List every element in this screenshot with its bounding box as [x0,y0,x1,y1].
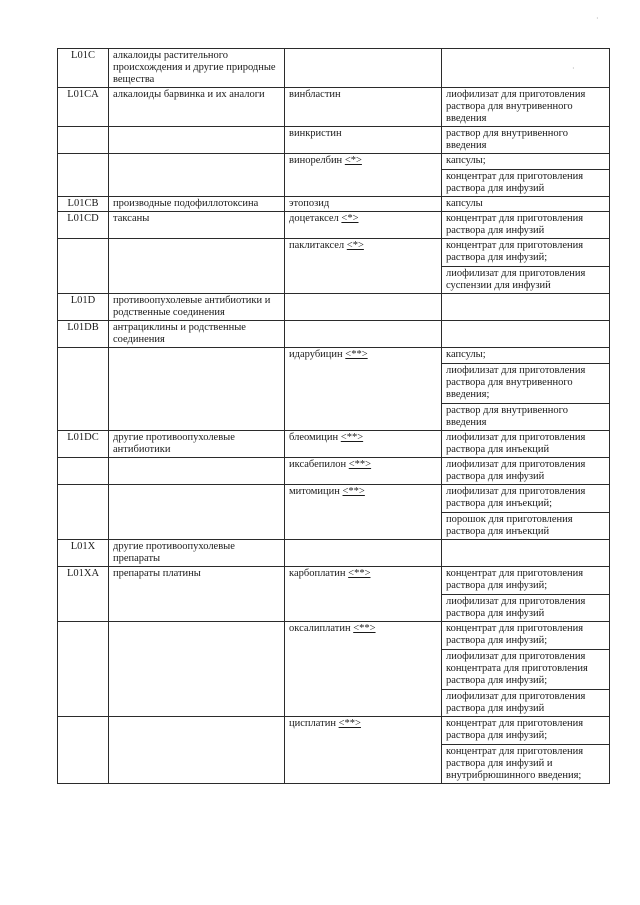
footnote-mark-link[interactable]: <**> [348,568,371,579]
scan-speck: · [572,64,575,73]
atc-code-cell: L01XA [58,567,109,622]
atc-group-cell [109,458,285,485]
dosage-form-cell [442,212,610,239]
dosage-form: концентрат для приготовления раствора для инфузий; [446,718,584,741]
atc-group-cell: алкалоиды растительного происхождения и другие природные вещества [109,49,285,88]
drug-table [57,48,610,784]
footnote-mark-link[interactable]: <*> [344,155,362,166]
dosage-form-cell [442,127,610,154]
drug-name: митомицин [289,486,340,497]
footnote-mark-link[interactable]: <**> [338,718,361,729]
atc-group-cell: антрациклины и родственные соединения [109,321,285,348]
dosage-form: концентрат для приготовления раствора для инфузий; [446,623,584,646]
dosage-form-cell [442,540,610,567]
dosage-form-cell [442,567,610,622]
footnote-mark-link[interactable]: <**> [353,623,376,634]
table-row [58,294,610,321]
footnote-mark-link[interactable]: <*> [346,240,364,251]
footnote-mark-link[interactable]: <**> [340,432,364,443]
atc-code-cell [58,485,109,540]
drug-name-cell [285,154,442,197]
dosage-form: лиофилизат для приготовления раствора для внутривенного введения [446,89,586,124]
dosage-form: лиофилизат для приготовления раствора для инъекций [446,432,586,455]
dosage-form-cell [442,154,610,197]
drug-name-cell [285,348,442,431]
atc-code-cell: L01D [58,294,109,321]
atc-group-cell: противоопухолевые антибиотики и родственные соединения [109,294,285,321]
table-row [58,321,610,348]
drug-name: винорелбин [289,155,343,166]
dosage-form-cell [442,717,610,784]
dosage-form-cell [442,348,610,431]
drug-name-cell [285,567,442,622]
atc-group-cell: препараты платины [109,567,285,622]
drug-name: винкристин [289,128,342,139]
atc-group-cell [109,717,285,784]
drug-name: этопозид [289,198,330,209]
dosage-form: лиофилизат для приготовления суспензии для инфузий [442,266,609,292]
atc-group-cell [109,348,285,431]
atc-code-cell: L01C [58,49,109,88]
drug-name-cell [285,239,442,294]
dosage-form-cell [442,485,610,540]
dosage-form-cell [442,294,610,321]
dosage-form: концентрат для приготовления раствора для инфузий; [446,568,584,591]
dosage-form-cell [442,431,610,458]
drug-name-cell [285,431,442,458]
dosage-form-cell [442,88,610,127]
atc-code-cell [58,239,109,294]
drug-name-cell [285,540,442,567]
table-row [58,431,610,458]
drug-name: паклитаксел [289,240,345,251]
drug-name-cell [285,197,442,212]
table-row [58,239,610,294]
footnote-mark-link[interactable]: <**> [348,459,372,470]
atc-group-cell [109,127,285,154]
atc-group-cell: производные подофиллотоксина [109,197,285,212]
dosage-form: лиофилизат для приготовления концентрата для приготовления раствора для инфузий; [442,649,609,687]
dosage-form-cell [442,197,610,212]
dosage-form: капсулы [446,198,483,209]
atc-code-cell [58,458,109,485]
atc-group-cell [109,485,285,540]
atc-code-cell: L01CD [58,212,109,239]
dosage-form: лиофилизат для приготовления раствора для инфузий [446,459,586,482]
drug-table-body [58,49,610,784]
dosage-form: капсулы; [446,155,486,166]
atc-group-cell: другие противоопухолевые антибиотики [109,431,285,458]
dosage-form: капсулы; [446,349,486,360]
drug-name-cell [285,622,442,717]
dosage-form-cell [442,458,610,485]
drug-name-cell [285,717,442,784]
atc-code-cell: L01X [58,540,109,567]
atc-code-cell [58,348,109,431]
table-row [58,567,610,622]
dosage-form: раствор для внутривенного введения [446,128,568,151]
drug-name: карбоплатин [289,568,346,579]
table-row [58,622,610,717]
table-row [58,212,610,239]
dosage-form-cell [442,49,610,88]
drug-name-cell [285,294,442,321]
drug-name-cell [285,485,442,540]
drug-name: винбластин [289,89,341,100]
drug-name: доцетаксел [289,213,339,224]
atc-group-cell [109,154,285,197]
drug-name: иксабепилон [289,459,347,470]
atc-code-cell [58,154,109,197]
dosage-form-cell [442,321,610,348]
table-row [58,154,610,197]
atc-code-cell [58,717,109,784]
atc-code-cell: L01DC [58,431,109,458]
dosage-form-cell [442,622,610,717]
atc-group-cell [109,622,285,717]
drug-name-cell [285,321,442,348]
dosage-form: концентрат для приготовления раствора для инфузий [442,169,609,195]
dosage-form: лиофилизат для приготовления раствора для внутривенного введения; [442,363,609,401]
scan-speck: · [596,14,599,23]
atc-code-cell [58,622,109,717]
dosage-form: раствор для внутривенного введения [442,403,609,429]
footnote-mark-link[interactable]: <**> [342,486,365,497]
drug-name-cell [285,458,442,485]
table-row [58,485,610,540]
atc-group-cell: другие противоопухолевые препараты [109,540,285,567]
atc-group-cell [109,239,285,294]
atc-code-cell: L01CB [58,197,109,212]
atc-group-cell: алкалоиды барвинка и их аналоги [109,88,285,127]
dosage-form: лиофилизат для приготовления раствора для инфузий [442,689,609,715]
table-row [58,49,610,88]
drug-name: идарубицин [289,349,343,360]
footnote-mark-link[interactable]: <**> [345,349,368,360]
atc-code-cell: L01DB [58,321,109,348]
atc-code-cell: L01CA [58,88,109,127]
dosage-form: лиофилизат для приготовления раствора для инфузий [442,594,609,620]
drug-name-cell [285,49,442,88]
drug-name: блеомицин [289,432,339,443]
table-row [58,717,610,784]
dosage-form: лиофилизат для приготовления раствора для инъекций; [446,486,586,509]
drug-name-cell [285,88,442,127]
dosage-form: концентрат для приготовления раствора для инфузий и внутрибрюшинного введения; [442,744,609,782]
drug-name: оксалиплатин [289,623,351,634]
table-row [58,127,610,154]
dosage-form-cell [442,239,610,294]
table-row [58,540,610,567]
table-row [58,348,610,431]
footnote-mark-link[interactable]: <*> [341,213,359,224]
drug-name-cell [285,212,442,239]
dosage-form: концентрат для приготовления раствора для инфузий [446,213,584,236]
dosage-form: концентрат для приготовления раствора для инфузий; [446,240,584,263]
atc-code-cell [58,127,109,154]
table-row [58,458,610,485]
table-row [58,88,610,127]
table-row [58,197,610,212]
dosage-form: порошок для приготовления раствора для инъекций [442,512,609,538]
drug-name-cell [285,127,442,154]
atc-group-cell: таксаны [109,212,285,239]
drug-name: цисплатин [289,718,336,729]
